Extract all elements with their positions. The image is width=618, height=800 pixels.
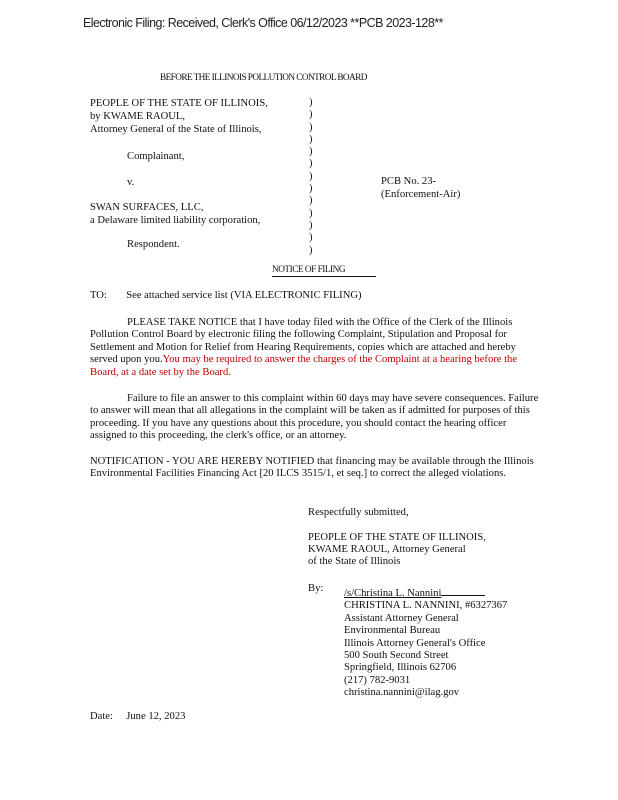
- signature-block-line: Springfield, Illinois 62706: [344, 662, 457, 674]
- respondent-label: Respondent.: [127, 239, 180, 250]
- date-label: Date:: [90, 711, 113, 722]
- electronic-filing-stamp: Electronic Filing: Received, Clerk's Office 06/12/2023 **PCB 2023-128**: [83, 16, 443, 30]
- notification-paragraph: NOTIFICATION - YOU ARE HEREBY NOTIFIED that financing may be available through the Illinois Environmental Facilities Financing Act [20 ILCS 3515/1, et seq.] to correct the alleged violations.: [90, 456, 534, 480]
- closing: Respectfully submitted,: [308, 507, 409, 518]
- failure-paragraph: Failure to file an answer to this complaint within 60 days may have severe consequences. Failure to answer will mean that all allegations in the complaint will be taken as if admitted for purposes of this proceeding. If you have any questions about this procedure, you should contact the hearing officer assigned to this proceeding, the clerk's office, or an attorney.: [90, 393, 539, 442]
- pcb-type: (Enforcement-Air): [381, 189, 461, 200]
- versus-label: v.: [127, 177, 135, 188]
- signature-party-line-1: PEOPLE OF THE STATE OF ILLINOIS,: [308, 532, 486, 543]
- signed-name: /s/Christina L. Nannini: [344, 588, 442, 599]
- notice-paragraph-warning: You may be required to answer the charges of the Complaint at a hearing before the Board, at a date set by the Board.: [90, 354, 518, 378]
- signature-block-line: CHRISTINA L. NANNINI, #6327367: [344, 600, 508, 612]
- pcb-number: PCB No. 23-: [381, 176, 437, 187]
- signature-block-line: (217) 782-9031: [344, 674, 411, 686]
- notice-title: NOTICE OF FILING: [272, 265, 346, 275]
- notice-paragraph: [90, 317, 540, 379]
- signature-party-line-2: KWAME RAOUL, Attorney General: [308, 544, 466, 555]
- plaintiff-by: by KWAME RAOUL,: [90, 111, 186, 122]
- defendant-name: SWAN SURFACES, LLC,: [90, 202, 204, 213]
- signature-block-line: Environmental Bureau: [344, 625, 441, 637]
- plaintiff-title: Attorney General of the State of Illinois,: [90, 124, 262, 135]
- plaintiff-name: PEOPLE OF THE STATE OF ILLINOIS,: [90, 98, 268, 109]
- signature-block: [344, 586, 507, 700]
- signature-block-line: Assistant Attorney General: [344, 612, 459, 624]
- date-line: [90, 711, 185, 722]
- board-heading: BEFORE THE ILLINOIS POLLUTION CONTROL BOARD: [160, 73, 367, 83]
- notice-title-underline: [272, 276, 376, 277]
- signature-block-email: christina.nannini@ilag.gov: [344, 687, 460, 699]
- complainant-label: Complainant,: [127, 151, 185, 162]
- signature-party-line-3: of the State of Illinois: [308, 556, 401, 567]
- to-label: TO:: [90, 290, 107, 301]
- defendant-description: a Delaware limited liability corporation,: [90, 215, 261, 226]
- signature-block-line: 500 South Second Street: [344, 650, 449, 662]
- by-label: By:: [308, 583, 324, 594]
- notice-paragraph-text: PLEASE TAKE NOTICE that I have today filed with the Office of the Clerk of the Illinois Pollution Control Board by electronic filing the following Complaint, Stipulation and Proposal for Settlement and Motion for Relief from Hearing Requirements, copies which are attached and hereby served upon you.: [90, 317, 516, 366]
- caption-parentheses: ) ) ) ) ) ) ) ) ) ) ) ) ): [309, 97, 313, 256]
- to-line: [90, 290, 362, 301]
- signature-line: [344, 586, 507, 600]
- to-text: See attached service list (VIA ELECTRONIC FILING): [126, 290, 362, 301]
- date-value: June 12, 2023: [126, 711, 186, 722]
- signature-block-line: Illinois Attorney General's Office: [344, 637, 486, 649]
